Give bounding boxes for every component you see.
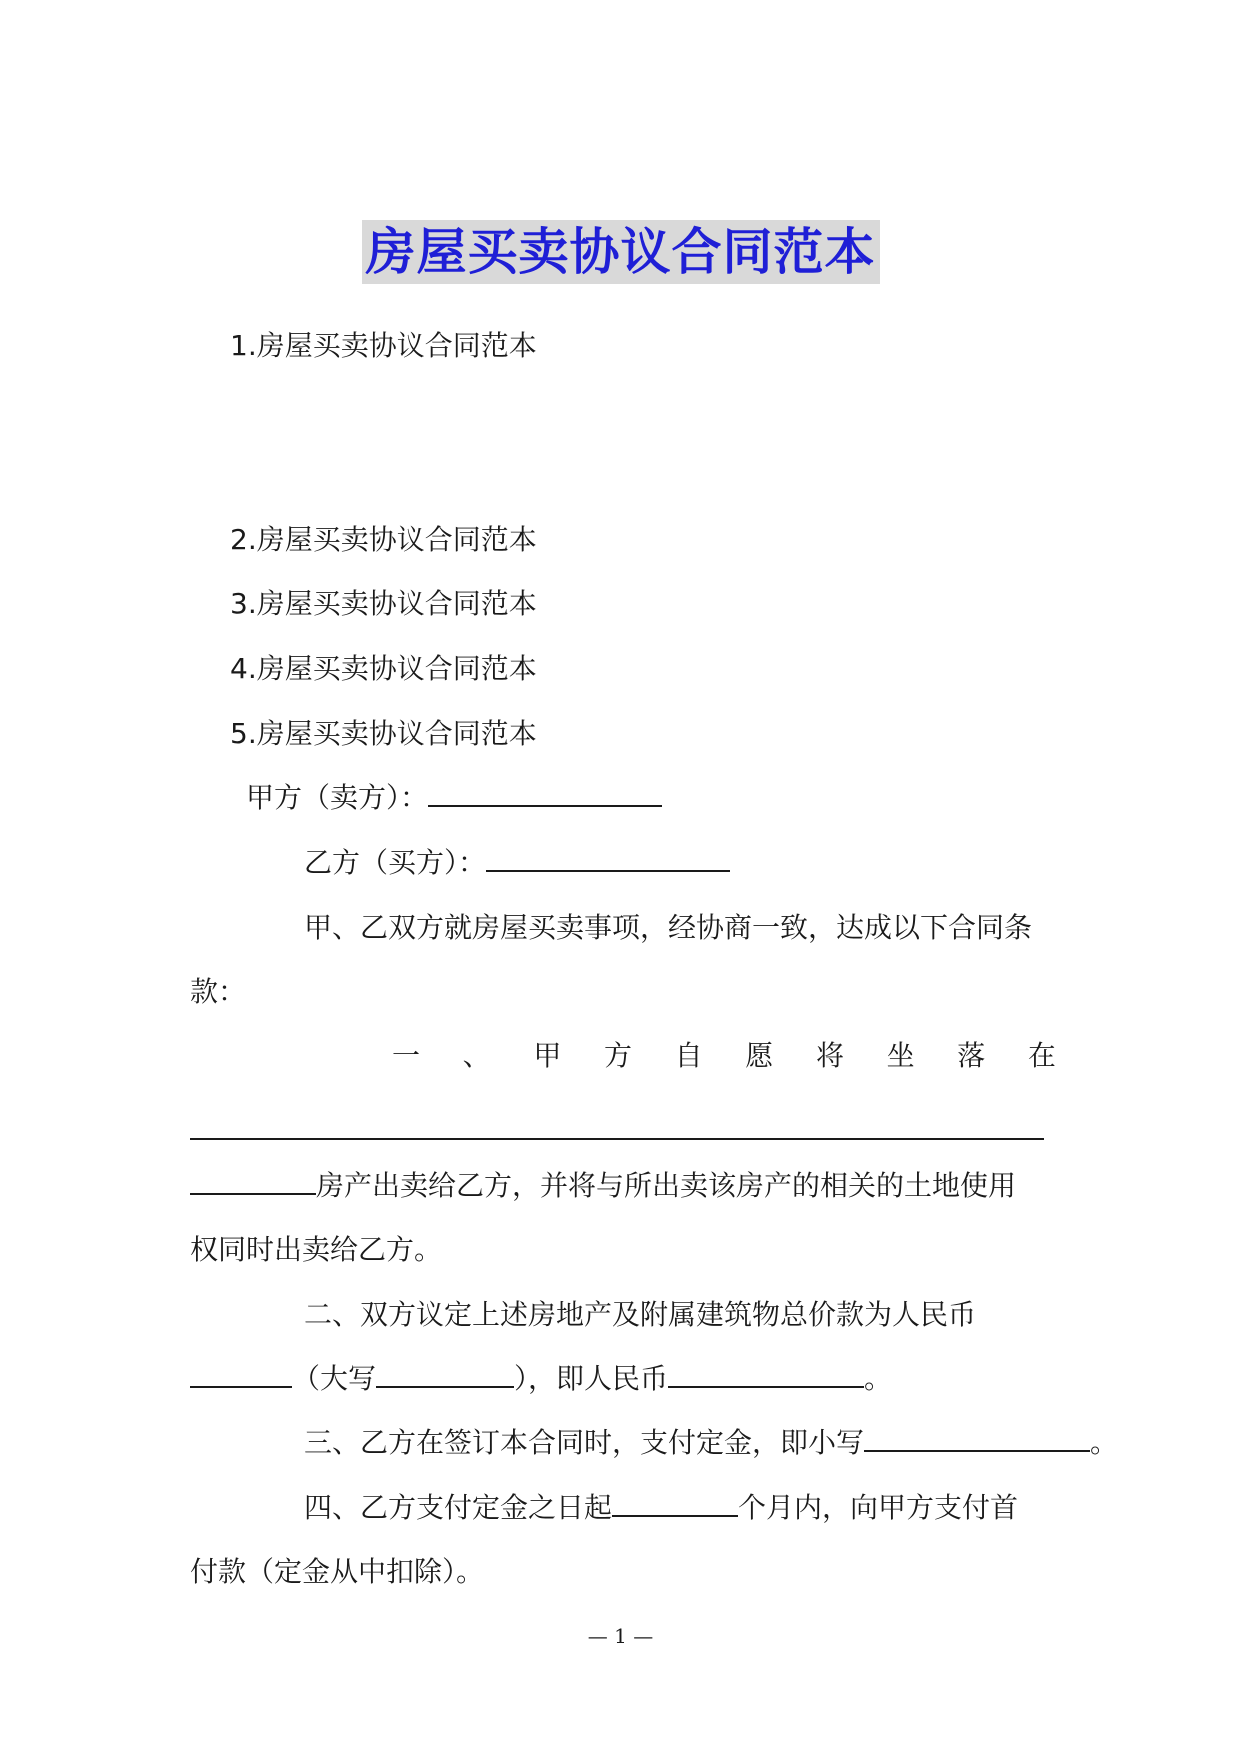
page-title: 房屋买卖协议合同范本 [362,220,880,284]
clause-2-blank-1 [190,1360,292,1388]
toc-item-1: 1.房屋买卖协议合同范本 [230,329,537,362]
clause-2-blank-2 [376,1360,514,1388]
clause-1-char: 落 [957,1039,986,1072]
party-a-label: 甲方（卖方）： [246,781,429,814]
clause-3-text: 三、乙方在签订本合同时，支付定金，即小写 [304,1426,865,1459]
clause-3-line [304,1423,1118,1463]
clause-1-address-blank [190,1138,1044,1140]
clause-3-blank [864,1424,1090,1452]
party-b-blank [486,844,730,872]
clause-2-text-2: ），即人民币 [514,1362,669,1395]
clause-1-char: 方 [603,1039,632,1072]
clause-1-char: 自 [674,1039,703,1072]
clause-2-blank-3 [668,1360,864,1388]
toc-item-3: 3.房屋买卖协议合同范本 [230,587,537,620]
clause-1-spread-line [392,1036,1056,1076]
toc-item-2: 2.房屋买卖协议合同范本 [230,523,537,556]
party-a-line [246,778,662,818]
clause-1-char: 、 [462,1039,491,1072]
clause-4-blank [612,1489,738,1517]
clause-1-char: 坐 [886,1039,915,1072]
toc-item-5: 5.房屋买卖协议合同范本 [230,717,537,750]
intro-line-2: 款： [190,975,247,1008]
clause-1-char: 一 [392,1039,421,1072]
clause-1-char: 在 [1027,1039,1056,1072]
clause-1-line-4: 权同时出卖给乙方。 [190,1233,443,1266]
clause-1-line-3 [190,1166,1016,1206]
clause-2-end: 。 [864,1362,893,1395]
clause-1-char: 将 [815,1039,844,1072]
clause-4-line-2: 付款（定金从中扣除）。 [190,1555,485,1588]
clause-3-end: 。 [1090,1426,1119,1459]
page-number: — 1 — [587,1624,654,1648]
clause-4-text-2: 个月内，向甲方支付首 [738,1491,1019,1524]
title-container [0,220,1241,284]
toc-item-4: 4.房屋买卖协议合同范本 [230,652,537,685]
party-b-line [304,843,730,883]
party-b-label: 乙方（买方）： [304,846,487,879]
intro-line-1: 甲、乙双方就房屋买卖事项，经协商一致，达成以下合同条 [304,911,1033,944]
clause-2-line-1: 二、双方议定上述房地产及附属建筑物总价款为人民币 [304,1298,977,1331]
clause-1-blank-2 [190,1167,316,1195]
clause-4-line-1 [304,1488,1018,1528]
clause-1-char: 愿 [745,1039,774,1072]
clause-2-text-1: （大写 [292,1362,377,1395]
clause-4-text-1: 四、乙方支付定金之日起 [304,1491,613,1524]
clause-2-line-2 [190,1359,892,1399]
party-a-blank [428,779,662,807]
clause-1-text: 房产出卖给乙方，并将与所出卖该房产的相关的土地使用 [316,1169,1017,1202]
clause-1-char: 甲 [533,1039,562,1072]
